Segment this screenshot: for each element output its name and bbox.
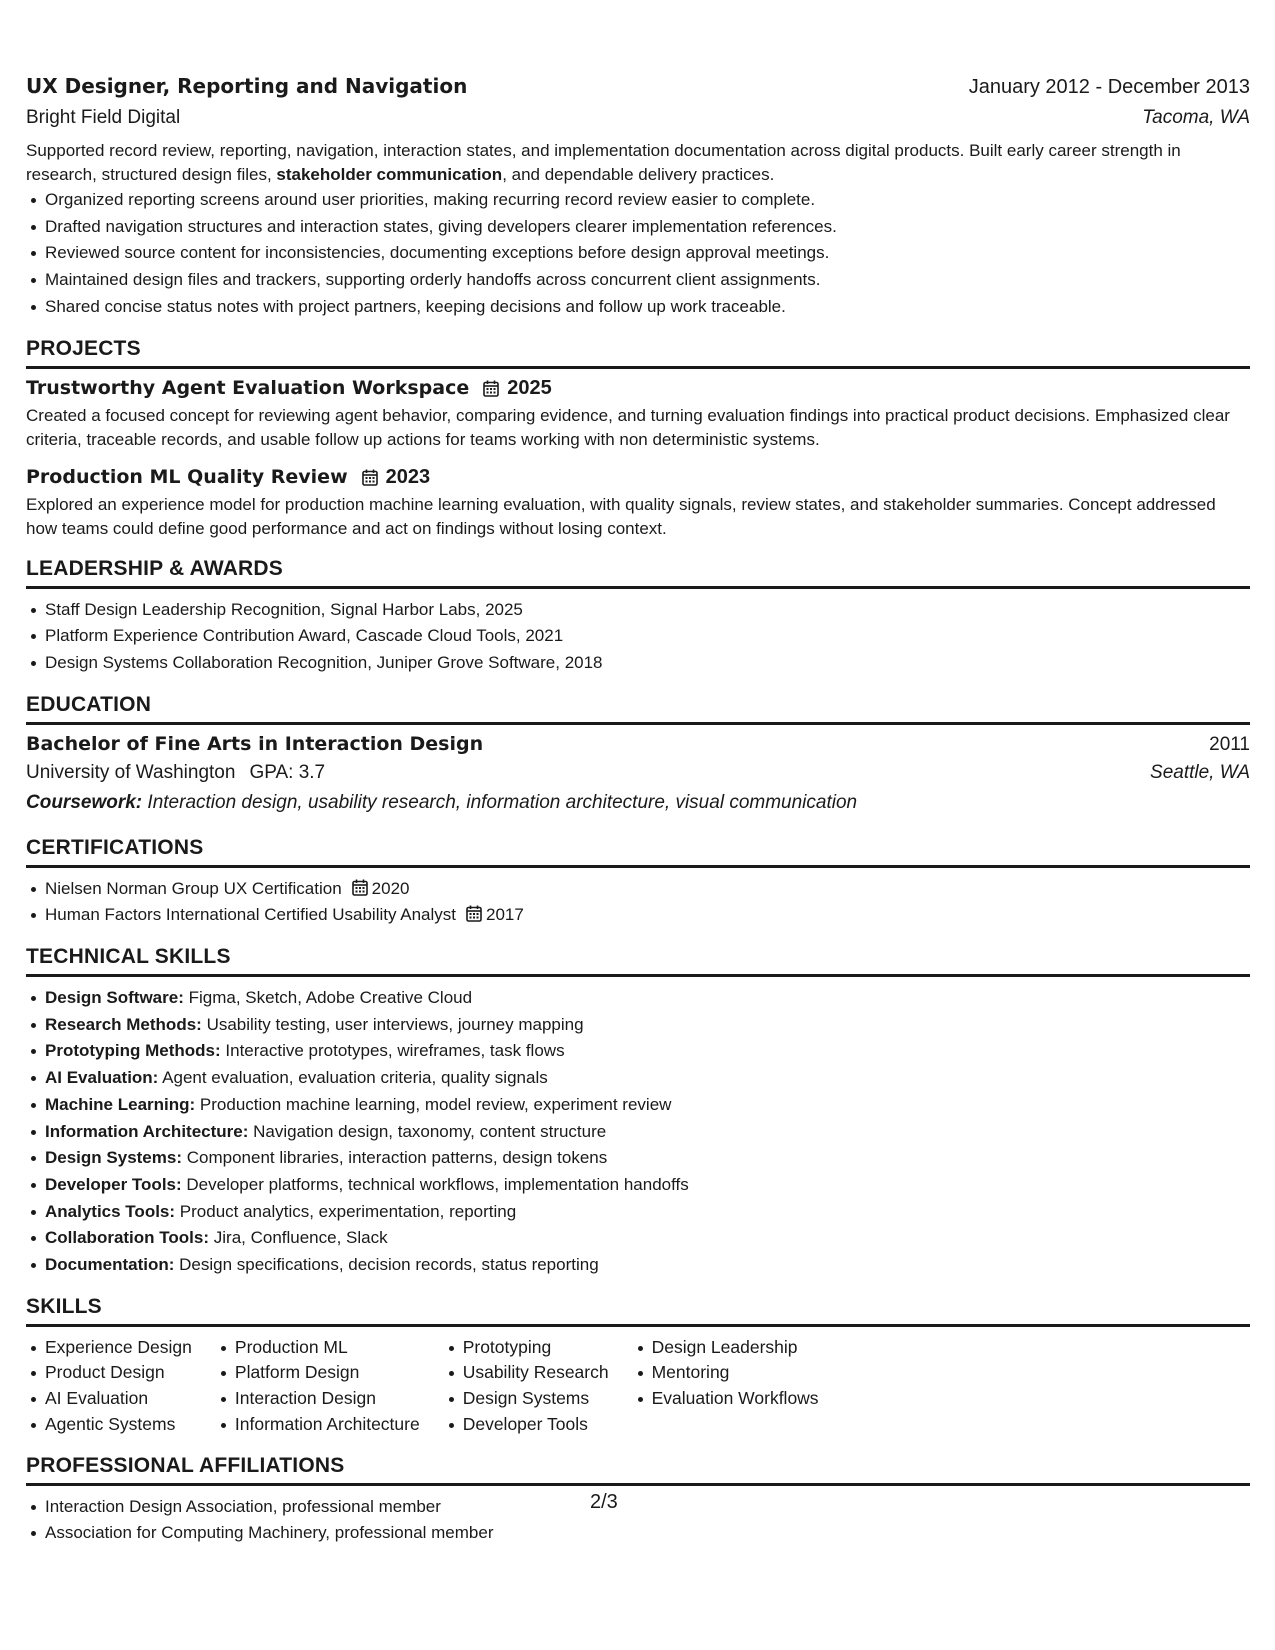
project-item	[26, 466, 1250, 541]
technical-skills-section	[26, 945, 1250, 1279]
skill-label: Machine Learning:	[45, 1094, 196, 1114]
project-year: 2023	[385, 465, 431, 488]
section-title: EDUCATION	[26, 693, 1250, 725]
school-name: University of Washington	[26, 761, 236, 783]
list-item: Design Leadership	[652, 1335, 819, 1361]
list-item: AI Evaluation	[45, 1386, 192, 1412]
skill-label: AI Evaluation:	[45, 1068, 159, 1088]
project-item	[26, 377, 1250, 452]
list-item: Staff Design Leadership Recognition, Signal Harbor Labs, 2025	[45, 597, 1250, 624]
list-item: Information Architecture	[235, 1412, 420, 1438]
project-description: Explored an experience model for production machine learning evaluation, with quality signals, review states, and stakeholder summaries. Concept addressed how teams could define good performance and act on findings without losing context.	[26, 494, 1216, 538]
list-item	[45, 1092, 1250, 1119]
calendar-icon	[466, 904, 482, 921]
section-title: LEADERSHIP & AWARDS	[26, 557, 1250, 589]
skill-value: Navigation design, taxonomy, content structure	[253, 1121, 607, 1141]
skills-column	[633, 1335, 819, 1438]
list-item: Design Systems Collaboration Recognition, Juniper Grove Software, 2018	[45, 650, 1250, 677]
cert-name: Human Factors International Certified Usability Analyst	[45, 905, 457, 925]
company-name: Bright Field Digital	[26, 107, 181, 128]
list-item: Association for Computing Machinery, professional member	[45, 1520, 1250, 1547]
skill-label: Research Methods:	[45, 1014, 202, 1034]
list-item: Mentoring	[652, 1360, 819, 1386]
list-item: Agentic Systems	[45, 1412, 192, 1438]
degree-name: Bachelor of Fine Arts in Interaction Design	[26, 732, 484, 755]
list-item	[45, 1225, 1250, 1252]
education-section	[26, 693, 1250, 814]
section-title: SKILLS	[26, 1295, 1250, 1327]
cert-year: 2017	[486, 905, 524, 925]
cert-year: 2020	[371, 878, 410, 898]
skill-label: Design Systems:	[45, 1148, 182, 1168]
list-item: Shared concise status notes with project partners, keeping decisions and follow up work traceable.	[45, 294, 1250, 321]
coursework-label: Coursework:	[26, 791, 143, 813]
coursework-list: Interaction design, usability research, information architecture, visual communication	[147, 791, 858, 813]
resume-page	[26, 74, 1250, 1547]
skill-label: Analytics Tools:	[45, 1201, 176, 1221]
skill-value: Design specifications, decision records, status reporting	[179, 1255, 599, 1275]
job-location: Tacoma, WA	[1142, 107, 1250, 128]
experience-entry	[26, 74, 1250, 321]
list-item	[45, 1012, 1250, 1039]
list-item: Interaction Design	[235, 1386, 420, 1412]
technical-skills-list	[26, 985, 1250, 1279]
project-name: Trustworthy Agent Evaluation Workspace	[26, 377, 470, 400]
skill-value: Jira, Confluence, Slack	[213, 1228, 388, 1248]
list-item	[45, 1252, 1250, 1279]
section-title: TECHNICAL SKILLS	[26, 945, 1250, 977]
skill-label: Information Architecture:	[45, 1121, 249, 1141]
skill-value: Usability testing, user interviews, journey mapping	[206, 1014, 584, 1034]
section-title: PROFESSIONAL AFFILIATIONS	[26, 1454, 1250, 1486]
summary-emphasis: stakeholder communication	[276, 165, 503, 184]
list-item: Maintained design files and trackers, supporting orderly handoffs across concurrent client assignments.	[45, 267, 1250, 294]
list-item: Product Design	[45, 1360, 192, 1386]
list-item: Platform Experience Contribution Award, Cascade Cloud Tools, 2021	[45, 623, 1250, 650]
skills-column	[26, 1335, 192, 1438]
affiliations-section	[26, 1454, 1250, 1547]
list-item: Usability Research	[463, 1360, 609, 1386]
cert-name: Nielsen Norman Group UX Certification	[45, 878, 342, 898]
skill-value: Component libraries, interaction patterns, design tokens	[186, 1148, 608, 1168]
awards-list	[26, 597, 1250, 677]
list-item	[45, 902, 1250, 929]
list-item: Production ML	[235, 1335, 420, 1361]
list-item: Reviewed source content for inconsistencies, documenting exceptions before design approval meetings.	[45, 240, 1250, 267]
project-year: 2025	[507, 376, 552, 399]
list-item: Platform Design	[235, 1360, 420, 1386]
list-item	[45, 1172, 1250, 1199]
list-item	[45, 1145, 1250, 1172]
skill-label: Prototyping Methods:	[45, 1041, 221, 1061]
project-description: Created a focused concept for reviewing agent behavior, comparing evidence, and turning evaluation findings into practical product decisions. Emphasized clear criteria, traceable records, and usable follow up actions for teams working with non deterministic systems.	[26, 405, 1230, 449]
job-summary: Supported record review, reporting, navigation, interaction states, and implementation documentation across digital products. Built early career strength in research, structured design files, stakeholder communication, and dependable delivery practices.	[26, 141, 1181, 184]
calendar-icon	[362, 469, 378, 486]
projects-section	[26, 337, 1250, 541]
calendar-icon	[483, 380, 499, 397]
list-item	[45, 1199, 1250, 1226]
list-item	[45, 876, 1250, 903]
section-title: CERTIFICATIONS	[26, 836, 1250, 868]
calendar-icon	[352, 878, 368, 895]
school-location: Seattle, WA	[1150, 761, 1250, 783]
list-item: Organized reporting screens around user priorities, making recurring record review easier to complete.	[45, 187, 1250, 214]
skill-label: Design Software:	[45, 988, 184, 1008]
job-title: UX Designer, Reporting and Navigation	[26, 74, 468, 98]
section-title: PROJECTS	[26, 337, 1250, 369]
skill-value: Developer platforms, technical workflows, implementation handoffs	[186, 1174, 689, 1194]
skills-column	[444, 1335, 609, 1438]
leadership-section	[26, 557, 1250, 677]
list-item: Developer Tools	[463, 1412, 609, 1438]
certifications-section	[26, 836, 1250, 929]
project-name: Production ML Quality Review	[26, 466, 348, 489]
skill-value: Figma, Sketch, Adobe Creative Cloud	[188, 988, 473, 1008]
list-item: Design Systems	[463, 1386, 609, 1412]
skill-value: Interactive prototypes, wireframes, task flows	[225, 1041, 565, 1061]
list-item	[45, 1038, 1250, 1065]
degree-year: 2011	[1209, 733, 1250, 755]
skill-value: Production machine learning, model review, experiment review	[199, 1094, 672, 1114]
skills-columns	[26, 1335, 1250, 1438]
affiliations-list	[26, 1494, 1250, 1547]
job-dates: January 2012 - December 2013	[968, 76, 1250, 98]
skill-label: Developer Tools:	[45, 1174, 182, 1194]
skill-value: Product analytics, experimentation, reporting	[179, 1201, 517, 1221]
skill-label: Documentation:	[45, 1255, 175, 1275]
skill-label: Collaboration Tools:	[45, 1228, 210, 1248]
skills-column	[216, 1335, 420, 1438]
list-item: Interaction Design Association, professional member	[45, 1494, 1250, 1521]
list-item: Drafted navigation structures and interaction states, giving developers clearer implementation references.	[45, 214, 1250, 241]
list-item: Evaluation Workflows	[652, 1386, 819, 1412]
list-item	[45, 985, 1250, 1012]
certifications-list	[26, 876, 1250, 929]
list-item	[45, 1065, 1250, 1092]
skill-value: Agent evaluation, evaluation criteria, quality signals	[162, 1068, 548, 1088]
skills-section	[26, 1295, 1250, 1438]
coursework	[26, 792, 1250, 814]
list-item	[45, 1119, 1250, 1146]
gpa: GPA: 3.7	[249, 761, 326, 783]
page-number: 2/3	[590, 1491, 618, 1513]
job-bullets	[26, 187, 1250, 321]
list-item: Experience Design	[45, 1335, 192, 1361]
list-item: Prototyping	[463, 1335, 609, 1361]
